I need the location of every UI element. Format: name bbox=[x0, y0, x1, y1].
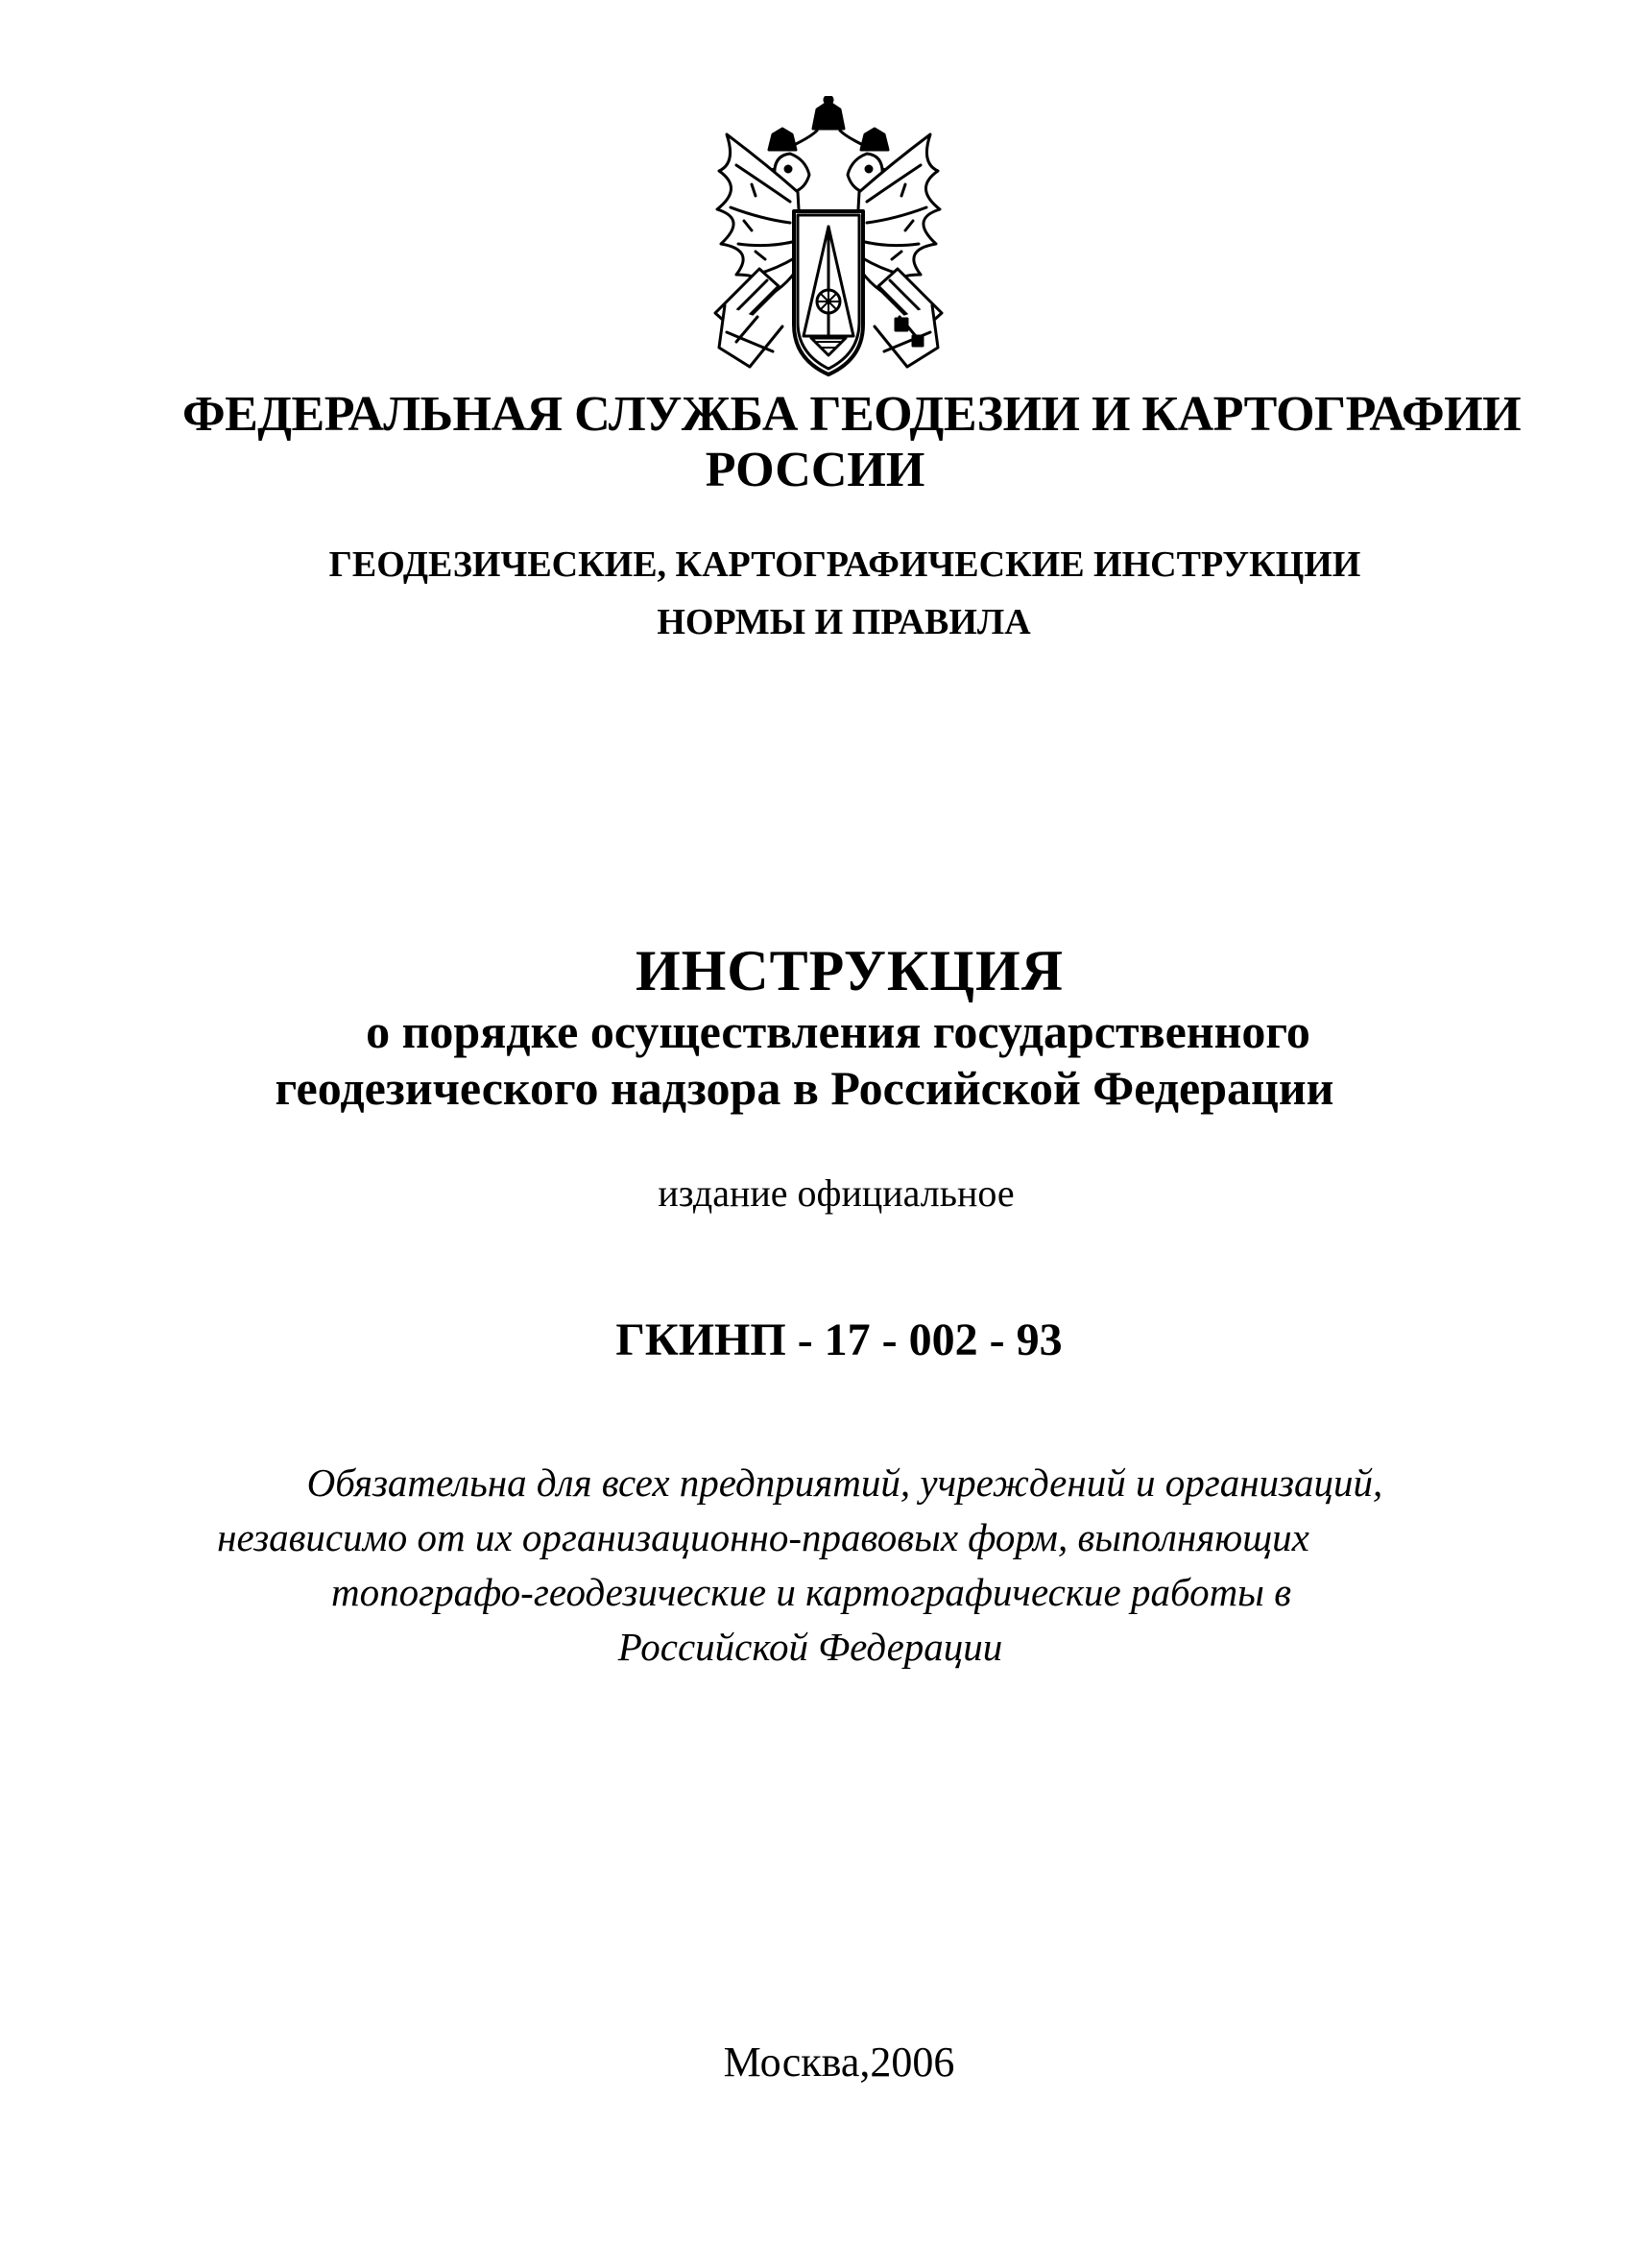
series-title-line-2: НОРМЫ И ПРАВИЛА bbox=[657, 602, 1031, 642]
document-title-line-1: о порядке осуществления государственного bbox=[366, 1004, 1310, 1058]
scope-line-3: топографо-геодезические и картографические работы в bbox=[331, 1570, 1291, 1614]
series-title-line-1: ГЕОДЕЗИЧЕСКИЕ, КАРТОГРАФИЧЕСКИЕ ИНСТРУКЦИИ bbox=[328, 544, 1361, 585]
agency-name-line-2: РОССИИ bbox=[705, 443, 925, 497]
edition-label: издание официальное bbox=[658, 1171, 1015, 1215]
double-headed-eagle-emblem-icon bbox=[698, 96, 959, 384]
document-title-line-2: геодезического надзора в Российской Федерации bbox=[275, 1061, 1334, 1115]
agency-name-line-1: ФЕДЕРАЛЬНАЯ СЛУЖБА ГЕОДЕЗИИ И КАРТОГРАФИИ bbox=[181, 387, 1522, 442]
scope-line-1: Обязательна для всех предприятий, учреждений и организаций, bbox=[306, 1460, 1383, 1505]
scope-line-4: Российской Федерации bbox=[617, 1625, 1003, 1669]
document-code: ГКИНП - 17 - 002 - 93 bbox=[615, 1315, 1063, 1365]
scope-statement bbox=[144, 1456, 1488, 1675]
imprint-place-year: Москва,2006 bbox=[723, 2039, 955, 2086]
scope-line-2: независимо от их организационно-правовых форм, выполняющих bbox=[217, 1515, 1309, 1559]
document-type-heading: ИНСТРУКЦИЯ bbox=[635, 939, 1065, 1002]
